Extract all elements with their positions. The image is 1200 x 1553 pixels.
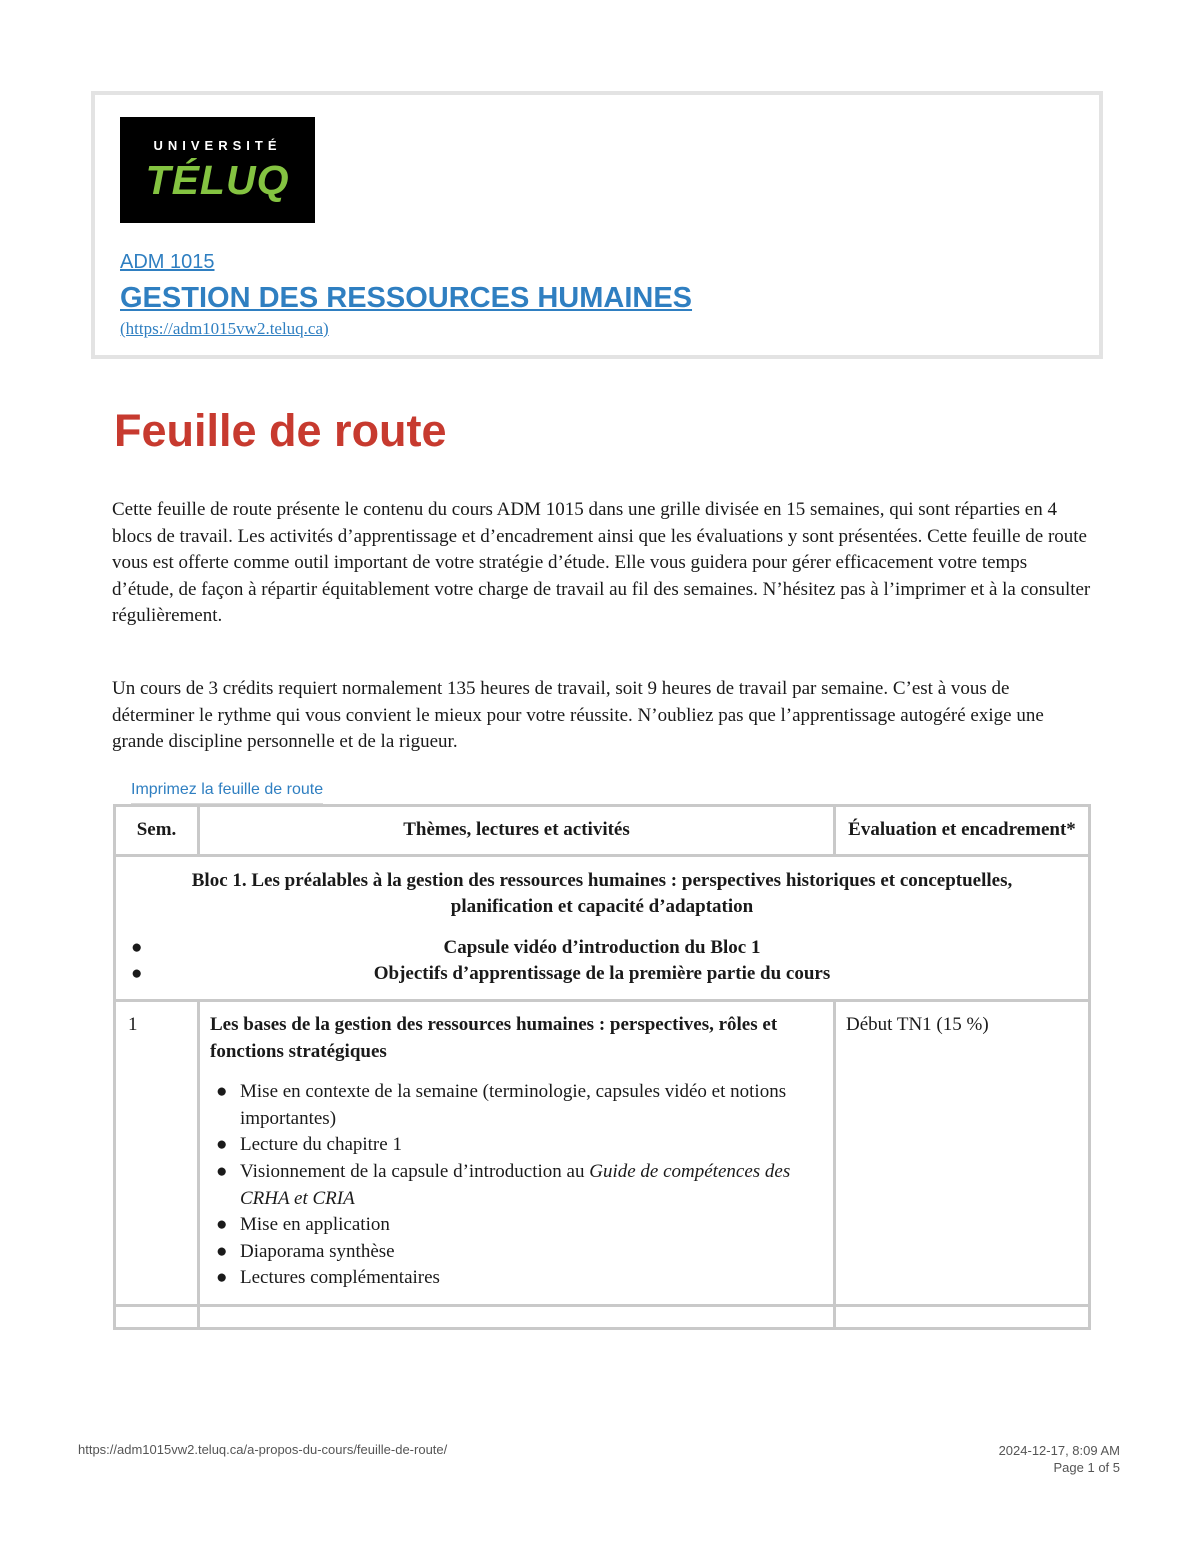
intro-paragraph-2: Un cours de 3 crédits requiert normalement 135 heures de travail, soit 9 heures de travail par semaine. C’est à vous de déterminer le rythme qui vous convient le mieux pour votre réussite. N’oubliez pas que l’apprentissage autogéré exige une grande discipline personnelle et de la rigueur. <box>112 678 1044 753</box>
bloc-item-video[interactable]: Capsule vidéo d’introduction du Bloc 1 <box>443 936 761 958</box>
list-item[interactable] <box>216 1212 823 1239</box>
activity-additional-reading[interactable]: Lectures complémentaires <box>240 1267 440 1289</box>
bullet-icon: ● <box>216 1240 228 1262</box>
bloc-cell <box>115 855 1090 1000</box>
logo-main-text: TÉLUQ <box>145 157 290 203</box>
bullet-icon: ● <box>216 1267 228 1289</box>
footer-meta <box>999 1442 1120 1476</box>
list-item[interactable] <box>117 961 1087 988</box>
logo-top-text: UNIVERSITÉ <box>153 138 282 153</box>
roadmap-table <box>113 804 1091 1330</box>
bullet-icon: ● <box>216 1214 228 1236</box>
table-row <box>115 1305 1090 1328</box>
bullet-icon: ● <box>216 1160 228 1182</box>
list-item[interactable] <box>216 1239 823 1266</box>
activity-application[interactable]: Mise en application <box>240 1214 390 1236</box>
page-title: Feuille de route <box>114 405 447 456</box>
print-roadmap-link[interactable]: Imprimez la feuille de route <box>131 781 323 804</box>
header-eval: Évaluation et encadrement* <box>835 806 1090 856</box>
week-theme-title: Les bases de la gestion des ressources humaines : perspectives, rôles et fonctions stratégiques <box>210 1013 778 1062</box>
footer-date: 2024-12-17, 8:09 AM <box>998 1443 1120 1458</box>
week-activities-list <box>210 1079 823 1292</box>
list-item[interactable] <box>216 1159 823 1212</box>
table-header-row <box>115 806 1090 856</box>
bloc-title: Bloc 1. Les préalables à la gestion des ressources humaines : perspectives historiques et conceptuelles, planification et capacité d’adaptation <box>191 869 1013 918</box>
bloc-list <box>117 935 1087 988</box>
activity-context[interactable]: Mise en contexte de la semaine (terminologie, capsules vidéo et notions importantes) <box>240 1081 787 1129</box>
bullet-icon: ● <box>131 963 143 985</box>
week-theme-cell <box>199 1000 835 1305</box>
activity-reading[interactable]: Lecture du chapitre 1 <box>240 1134 402 1156</box>
empty-cell <box>199 1305 835 1328</box>
week-number: 1 <box>115 1000 199 1305</box>
list-item[interactable] <box>216 1265 823 1292</box>
intro-paragraph-1: Cette feuille de route présente le contenu du cours ADM 1015 dans une grille divisée en 15 semaines, qui sont réparties en 4 blocs de travail. Les activités d’apprentissage et d’encadrement ainsi que les évaluations y sont présentées. Cette feuille de route vous est offerte comme outil important de votre stratégie d’étude. Elle vous guidera pour gérer efficacement votre temps d’étude, de façon à répartir équitablement votre charge de travail au fil des semaines. N’hésitez pas à l’imprimer et à la consulter régulièrement. <box>112 499 1091 627</box>
bloc-row <box>115 855 1090 1000</box>
course-header <box>91 91 1103 359</box>
empty-cell <box>115 1305 199 1328</box>
header-sem: Sem. <box>115 806 199 856</box>
activity-slideshow[interactable]: Diaporama synthèse <box>240 1240 395 1262</box>
list-item[interactable] <box>216 1132 823 1159</box>
course-code-link[interactable]: ADM 1015 <box>120 251 215 273</box>
week-evaluation: Début TN1 (15 %) <box>835 1000 1090 1305</box>
header-themes: Thèmes, lectures et activités <box>199 806 835 856</box>
bullet-icon: ● <box>216 1081 228 1103</box>
teluq-logo[interactable] <box>120 117 315 223</box>
bullet-icon: ● <box>216 1134 228 1156</box>
list-item[interactable] <box>216 1079 823 1132</box>
footer-page-number: Page 1 of 5 <box>1053 1460 1120 1475</box>
guide-title: Guide de compétences des CRHA et CRIA <box>240 1160 791 1209</box>
course-title-link[interactable]: GESTION DES RESSOURCES HUMAINES <box>120 282 693 314</box>
list-item[interactable] <box>117 935 1087 962</box>
activity-capsule[interactable]: Visionnement de la capsule d’introduction au <box>240 1160 590 1182</box>
footer-url: https://adm1015vw2.teluq.ca/a-propos-du-cours/feuille-de-route/ <box>78 1442 448 1457</box>
table-row <box>115 1000 1090 1305</box>
empty-cell <box>835 1305 1090 1328</box>
course-url-link[interactable]: (https://adm1015vw2.teluq.ca) <box>120 319 329 338</box>
bullet-icon: ● <box>131 936 143 958</box>
bloc-item-objectives[interactable]: Objectifs d’apprentissage de la première partie du cours <box>373 963 831 985</box>
